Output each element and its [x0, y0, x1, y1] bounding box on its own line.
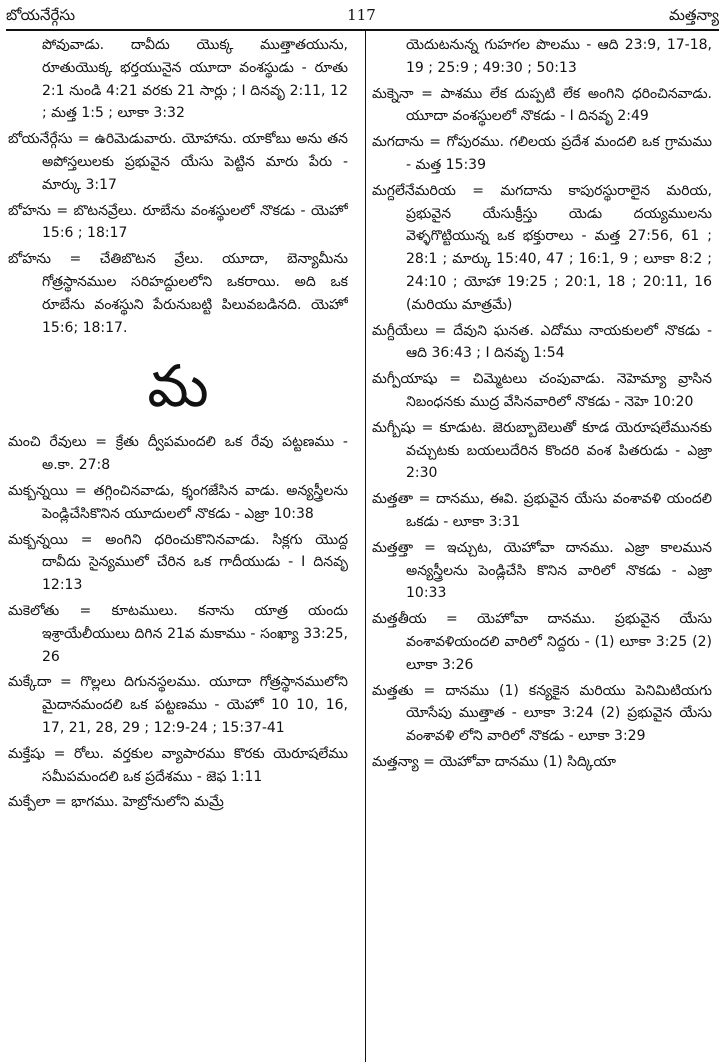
dictionary-entry: మత్తన్యా = యెహోవా దానము (1) సిద్కియా	[372, 753, 617, 770]
left-entries-before	[8, 34, 348, 339]
right-column	[372, 34, 712, 1059]
dictionary-entry: మగ్దీయేలు = దేవుని ఘనత. ఎదోము నాయకులలో నొకడు - ఆది 36:43 ; I దినవృ 1:54	[372, 322, 712, 362]
dictionary-entry: బోహను = చేతిబొటన వ్రేలు. యూదా, బెన్యామీను గోత్రస్థానముల సరిహద్దులలోని ఒకరాయి. అది ఒక రూబేను వంశస్థుని పేరునుబట్టి పిలువబడినది. యెహో 15:6; 18:17.	[8, 251, 348, 336]
dictionary-entry: మక్బన్నయి = అంగిని ధరించుకొనినవాడు. సిక్లగు యొద్ద దావీదు సైన్యములో చేరిన ఒక గాదీయుడు - I దినవృ 12:13	[8, 531, 348, 594]
dictionary-entry: మగ్బీషు = కూడుట. జెరుబ్బాబెలుతో కూడ యెరూషలేమునకు వచ్చుటకు బయలుదేరిన కొందరి వంశ పితరుడు - ఎజ్రా 2:30	[372, 419, 712, 482]
left-entries-after	[8, 431, 348, 814]
dictionary-entry: యెదుటనున్న గుహగల పొలము - ఆది 23:9, 17-18, 19 ; 25:9 ; 49:30 ; 50:13	[406, 37, 712, 76]
dictionary-entry: బోహను = బొటనవ్రేలు. రూబేను వంశస్థులలో నొకడు - యెహో 15:6 ; 18:17	[8, 202, 348, 242]
dictionary-entry: మత్తత్తా = ఇచ్చుట, యెహోవా దానము. ఎజ్రా కాలమున అన్యస్త్రీలను పెండ్లిచేసి కొనిన వారిలో నొకడు - ఎజ్రా 10:33	[372, 539, 712, 602]
dictionary-entry: పోవువాడు. దావీదు యొక్క ముత్తాతయును, రూతుయొక్క భర్తయునైన యూదా వంశస్థుడు - రూతు 2:1 నుండి 4:21 వరకు 21 సార్లు ; I దినవృ 2:11, 12 ; మత్త 1:5 ; లూకా 3:32	[42, 37, 348, 122]
right-entries	[372, 34, 712, 774]
column-divider	[365, 30, 366, 1062]
header-left-guide-word: బోయనేర్గేసు	[6, 6, 76, 24]
dictionary-entry: మత్తతు = దానము (1) కన్యకైన మరియు పెనిమిటియగు యోసేపు ముత్తాత - లూకా 3:24 (2) ప్రభువైన యేసు వంశావళి లోని వారిలో నొకడు - లూకా 3:29	[372, 682, 712, 745]
left-column	[8, 34, 348, 1059]
dictionary-entry: మంచి రేవులు = క్రేతు ద్వీపమందలి ఒక రేవు పట్టణము - అ.కా. 27:8	[8, 434, 348, 474]
dictionary-entry: మక్నెనా = పాశము లేక దుప్పటి లేక అంగిని ధరించినవాడు. యూదా వంశస్థులలో నొకడు - I దినవృ 2:49	[372, 85, 712, 125]
header-rule	[6, 29, 719, 31]
dictionary-entry: మకెలోతు = కూటములు. కనాను యాత్ర యందు ఇశ్రాయేలీయులు దిగిన 21వ మకాము - సంఖ్యా 33:25, 26	[8, 602, 348, 665]
dictionary-entry: మక్కేదా = గొల్లలు దిగునస్థలము. యూదా గోత్రస్థానములోని మైదానమందలి ఒక పట్టణము - యెహో 10 10, 16, 17, 21, 28, 29 ; 12:9-24 ; 15:37-41	[8, 674, 348, 736]
header-right-guide-word: మత్తన్యా	[669, 6, 719, 24]
dictionary-entry: మగ్పీయాషు = చిమ్మెటలు చంపువాడు. నెహెమ్యా వ్రాసిన నిబంధనకు ముద్ర వేసినవారిలో నొకడు - నెహె 10:20	[372, 371, 712, 410]
section-letter: మ	[147, 352, 209, 421]
page-number: 117	[347, 6, 376, 24]
dictionary-entry: మత్తతీయ = యెహోవా దానము. ప్రభువైన యేసు వంశావళియందలి వారిలో నిద్దరు - (1) లూకా 3:25 (2) లూకా 3:26	[372, 611, 712, 673]
dictionary-entry: మత్తతా = దానము, ఈవి. ప్రభువైన యేసు వంశావళి యందలి ఒకడు - లూకా 3:31	[372, 491, 712, 530]
dictionary-entry: మగ్దలేనేమరియ = మగదాను కాపురస్థురాలైన మరియ, ప్రభువైన యేసుక్రీస్తు యెడు దయ్యములను వెళ్ళగొట్టియున్న ఒక భక్తురాలు - మత్త 27:56, 61 ; 28:1 ; మార్కు 15:40, 47 ; 16:1, 9 ; లూకా 8:2 ; 24:10 ; యోహా 19:25 ; 20:1, 18 ; 20:11, 16 (మరియు మాత్రమే)	[372, 182, 712, 313]
dictionary-entry: మక్తేషు = రోలు. వర్తకుల వ్యాపారము కొరకు యెరూషలేము సమీపమందలి ఒక ప్రదేశము - జెఫ 1:11	[8, 745, 348, 785]
dictionary-entry: మగదాను = గోపురము. గలిలయ ప్రదేశ మందలి ఒక గ్రామము - మత్త 15:39	[372, 134, 712, 173]
dictionary-entry: మక్పేలా = భాగము. హెబ్రోనులోని మమ్రే	[8, 794, 224, 811]
dictionary-entry: మక్బన్నయి = తగ్గించినవాడు, క్శంగజేసిన వాడు. అన్యస్త్రీలను పెండ్లిచేసికొనిన యూదులలో నొకడు - ఎజ్రా 10:38	[8, 482, 348, 522]
page-header	[0, 0, 723, 30]
dictionary-entry: బోయనేర్గేసు = ఉరిమెడువారు. యోహాను. యాకోబు అను తన అపోస్తలులకు ప్రభువైన యేసు పెట్టిన మారు పేరు - మార్కు 3:17	[8, 131, 348, 193]
